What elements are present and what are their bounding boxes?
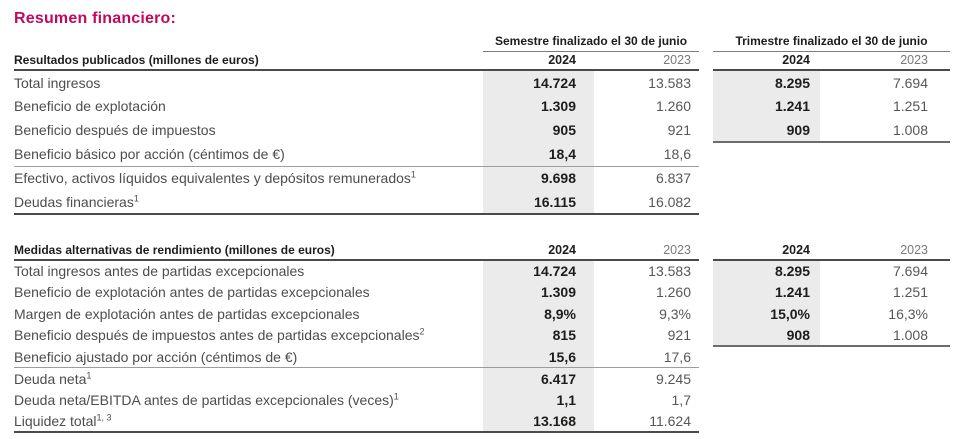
footnote-marker: 2 [419, 326, 425, 337]
year-header-semester-2024: 2024 [483, 51, 594, 70]
cell-tri-2023 [820, 166, 950, 190]
cell-tri-2024 [713, 389, 820, 411]
section-title: Medidas alternativas de rendimiento (millones de euros) [14, 241, 483, 260]
cell-sem-2023: 13.583 [648, 263, 691, 280]
cell-tri-2024: 8.295 [713, 260, 820, 282]
cell-sem-2024: 1.309 [483, 94, 594, 118]
column-gap [699, 166, 713, 190]
cell-sem-2024: 905 [483, 118, 594, 142]
cell-sem-2023: 921 [667, 122, 691, 138]
column-gap [699, 190, 713, 214]
cell-sem-2024: 15,6 [483, 346, 594, 368]
cell-sem-2023: 9,3% [659, 305, 691, 322]
cell-tri-2024 [713, 190, 820, 214]
table-row [14, 142, 950, 166]
column-gap [699, 368, 713, 390]
column-gap [699, 389, 713, 411]
column-gap [699, 260, 713, 282]
cell-sem-2023: 1.260 [655, 284, 691, 301]
cell-sem-2024: 6.417 [483, 368, 594, 390]
cell-tri-2023: 7.694 [892, 74, 928, 91]
row-label: Liquidez total$^{1, 3}$ [14, 411, 483, 433]
cell-sem-2024: 1,1 [483, 389, 594, 411]
cell-tri-2024: 1.241 [713, 282, 820, 304]
cell-tri-2024 [713, 346, 820, 368]
section-title: Resultados publicados (millones de euros) [14, 51, 483, 70]
column-gap [699, 51, 713, 70]
table-row [14, 190, 950, 214]
table-row [14, 303, 950, 325]
row-label: Beneficio después de impuestos [14, 122, 216, 138]
year-header-quarter-2023: 2023 [820, 241, 950, 260]
cell-sem-2023: 6.837 [655, 170, 691, 187]
footnote-marker: 1, 3 [96, 412, 112, 423]
cell-tri-2023 [820, 389, 950, 411]
footnote-marker: 1 [86, 369, 92, 380]
year-header-semester-2023: 2023 [594, 241, 699, 260]
row-label: Beneficio de explotación antes de partidas excepcionales [14, 284, 370, 301]
cell-sem-2023: 921 [667, 327, 691, 344]
cell-sem-2024: 9.698 [483, 166, 594, 190]
row-label: Beneficio después de impuestos antes de partidas excepcionales$^2$ [14, 326, 425, 344]
alternative-performance-measures-table [14, 241, 950, 433]
cell-tri-2023 [820, 368, 950, 390]
empty-cell [14, 33, 483, 51]
cell-sem-2023: 13.583 [648, 74, 691, 91]
year-header-quarter-2024: 2024 [713, 241, 820, 260]
column-gap [699, 325, 713, 347]
cell-sem-2023: 1.260 [655, 98, 691, 114]
row-label: Deuda neta$^1$ [14, 369, 92, 387]
cell-sem-2024: 13.168 [483, 411, 594, 433]
cell-tri-2023: 1.251 [892, 284, 928, 301]
cell-sem-2023: 9.245 [655, 370, 691, 387]
table-row [14, 368, 950, 390]
cell-sem-2023: 18,6 [594, 142, 699, 166]
cell-tri-2023 [820, 411, 950, 433]
column-group-header-row [14, 33, 950, 51]
cell-sem-2023: 17,6 [594, 346, 699, 368]
year-header-semester-2023: 2023 [594, 51, 699, 70]
row-label: Deuda neta/EBITDA antes de partidas excepcionales (veces)$^1$ [14, 391, 399, 408]
column-gap [699, 303, 713, 325]
column-gap [699, 142, 713, 166]
table-row [14, 166, 950, 190]
cell-tri-2023: 7.694 [892, 263, 928, 280]
semester-column-group-header: Semestre finalizado el 30 de junio [483, 33, 699, 51]
year-header-quarter-2024: 2024 [713, 51, 820, 70]
column-gap [699, 241, 713, 260]
table-row [14, 389, 950, 411]
table-row [14, 94, 950, 118]
cell-tri-2023 [820, 190, 950, 214]
row-label: Total ingresos [14, 74, 101, 91]
year-header-quarter-2023: 2023 [820, 51, 950, 70]
year-header-semester-2024: 2024 [483, 241, 594, 260]
row-label: Deudas financieras$^1$ [14, 190, 483, 214]
cell-tri-2023: 1.008 [820, 118, 950, 142]
published-results-table [14, 33, 950, 215]
cell-sem-2024: 18,4 [483, 142, 594, 166]
table-row [14, 282, 950, 304]
cell-sem-2023: 11.624 [594, 411, 699, 433]
cell-sem-2024: 16.115 [483, 190, 594, 214]
cell-tri-2023: 1.251 [892, 98, 928, 114]
cell-sem-2024: 815 [483, 325, 594, 347]
cell-tri-2024 [713, 411, 820, 433]
column-gap [699, 70, 713, 94]
cell-sem-2023: 16.082 [594, 190, 699, 214]
published-results-body [14, 70, 950, 214]
cell-tri-2024: 1.241 [713, 94, 820, 118]
quarter-column-group-header: Trimestre finalizado el 30 de junio [713, 33, 950, 51]
cell-sem-2023: 1,7 [671, 391, 691, 408]
table-row [14, 70, 950, 94]
year-header-row [14, 51, 950, 70]
table-row [14, 118, 950, 142]
cell-tri-2024 [713, 368, 820, 390]
cell-tri-2024 [713, 142, 820, 166]
cell-sem-2024: 8,9% [483, 303, 594, 325]
table-row [14, 411, 950, 433]
row-label: Beneficio ajustado por acción (céntimos de €) [14, 346, 483, 368]
cell-tri-2024: 909 [713, 118, 820, 142]
page-title: Resumen financiero: [14, 10, 177, 27]
cell-tri-2023 [820, 346, 950, 368]
table-row [14, 346, 950, 368]
column-gap [699, 346, 713, 368]
column-gap [699, 411, 713, 433]
cell-tri-2023 [820, 142, 950, 166]
row-label: Efectivo, activos líquidos equivalentes y depósitos remunerados$^1$ [14, 169, 416, 187]
row-label: Beneficio de explotación [14, 98, 166, 114]
cell-sem-2024: 14.724 [483, 70, 594, 94]
footnote-marker: 1 [393, 391, 399, 402]
footnote-marker: 1 [133, 192, 139, 203]
alternative-performance-measures-body [14, 260, 950, 432]
column-gap [699, 282, 713, 304]
cell-tri-2023: 16,3% [888, 305, 928, 322]
table-row [14, 260, 950, 282]
cell-tri-2024: 908 [713, 325, 820, 347]
column-gap [699, 33, 713, 51]
cell-sem-2024: 1.309 [483, 282, 594, 304]
cell-tri-2024 [713, 166, 820, 190]
column-gap [699, 118, 713, 142]
cell-tri-2023: 1.008 [820, 325, 950, 347]
row-label: Margen de explotación antes de partidas excepcionales [14, 305, 360, 322]
row-label: Total ingresos antes de partidas excepcionales [14, 263, 305, 280]
cell-tri-2024: 8.295 [713, 70, 820, 94]
cell-tri-2024: 15,0% [713, 303, 820, 325]
year-header-row [14, 241, 950, 260]
cell-sem-2024: 14.724 [483, 260, 594, 282]
footnote-marker: 1 [410, 169, 416, 180]
table-row [14, 325, 950, 347]
column-gap [699, 94, 713, 118]
row-label: Beneficio básico por acción (céntimos de €) [14, 142, 483, 166]
